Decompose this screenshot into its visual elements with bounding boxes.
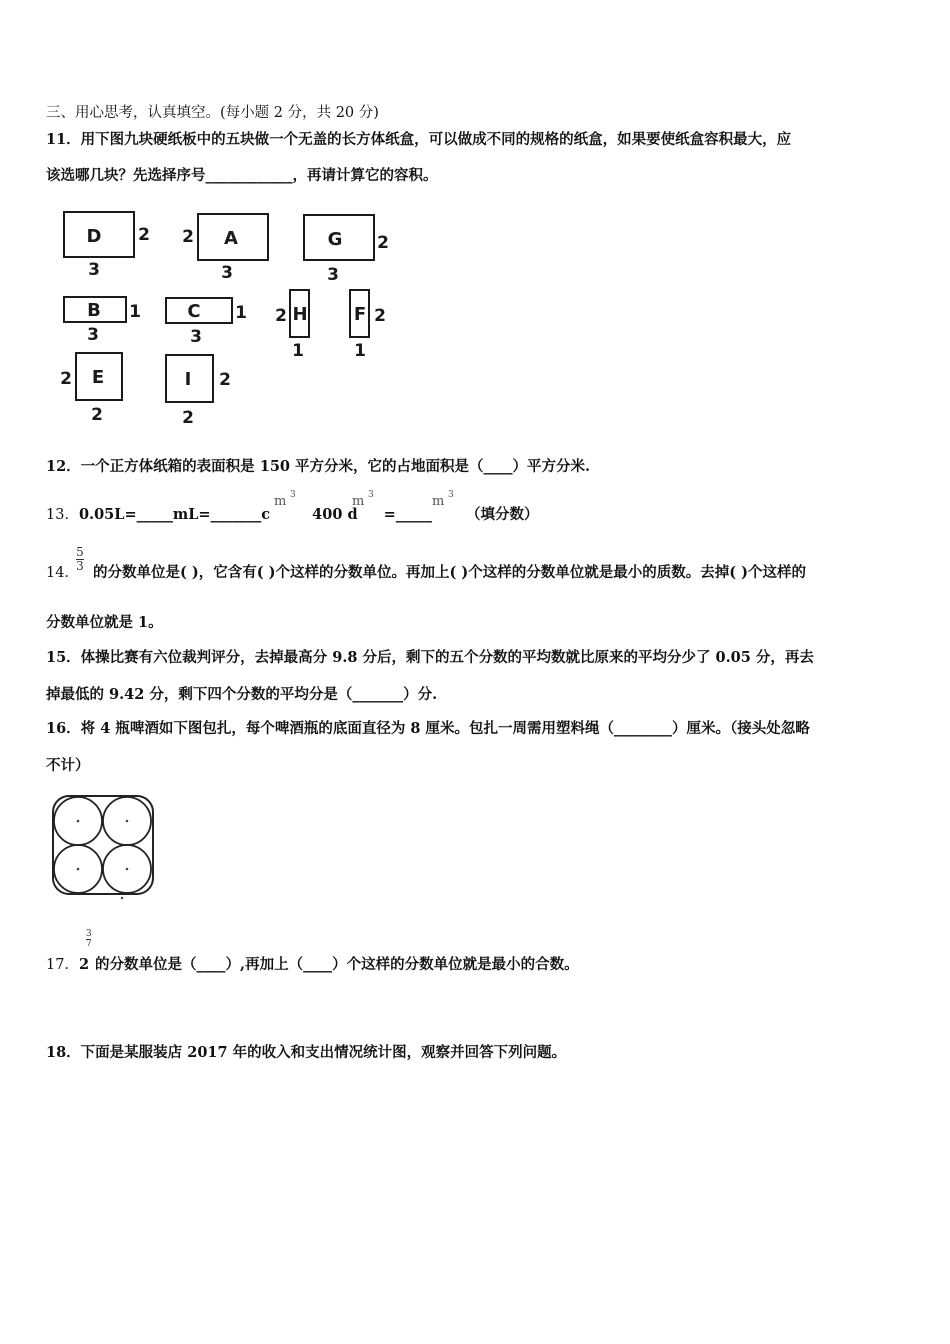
q13-exp-1: 3	[290, 490, 296, 500]
board-f-height: 2	[374, 306, 386, 326]
q13-line	[46, 505, 539, 525]
q11-line2	[46, 166, 438, 186]
board-b-letter: B	[87, 300, 101, 321]
q16-line1: 16．将 4 瓶啤酒如下图包扎，每个啤酒瓶的底面直径为 8 厘米。包扎一周需用塑料绳（________）厘米。（接头处忽略	[46, 720, 810, 737]
board-d-width: 3	[88, 260, 100, 280]
q15-line2: 掉最低的 9.42 分，剩下四个分数的平均分是（_______）分.	[46, 686, 438, 703]
board-d-height: 2	[138, 225, 150, 245]
board-h-letter: H	[292, 304, 308, 325]
board-i-height: 2	[219, 370, 231, 390]
board-h-height: 2	[275, 306, 287, 326]
board-a-width: 3	[221, 263, 233, 283]
q11-answer-blank[interactable]: ____________	[205, 167, 293, 184]
q14-text: 的分数单位是( )，它含有( )个这样的分数单位。再加上( )个这样的分数单位就是最小的质数。去掉( )个这样的	[92, 564, 807, 581]
q13-unit-m-2: m	[352, 494, 365, 509]
q13-exp-2: 3	[368, 490, 374, 500]
q14-frac-num: 5	[76, 545, 84, 559]
section-title: 三、用心思考，认真填空。(每小题 2 分，共 20 分)	[46, 105, 379, 121]
q13-part3: =_____	[383, 506, 433, 523]
board-e-height: 2	[60, 369, 72, 389]
cardboard-pieces-figure	[50, 200, 410, 435]
board-h-width: 1	[292, 341, 304, 361]
q17-line	[46, 955, 579, 975]
q16-line2: 不计）	[46, 757, 90, 774]
q17-frac-den: 7	[86, 939, 92, 949]
q14-number: 14．	[46, 565, 79, 581]
q14-line1	[46, 563, 806, 583]
board-g-height: 2	[377, 233, 389, 253]
board-g-letter: G	[327, 229, 343, 250]
q17-text: 的分数单位是（____）,再加上（____）个这样的分数单位就是最小的合数。	[95, 956, 579, 973]
board-i-width: 2	[182, 408, 194, 428]
board-e-width: 2	[91, 405, 103, 425]
board-c-height: 1	[235, 303, 247, 323]
q15-line1: 15．体操比赛有六位裁判评分，去掉最高分 9.8 分后，剩下的五个分数的平均数就比原来的平均分少了 0.05 分，再去	[46, 649, 814, 666]
q13-exp-3: 3	[448, 490, 454, 500]
board-b-width: 3	[87, 325, 99, 345]
q18-text: 18．下面是某服装店 2017 年的收入和支出情况统计图，观察并回答下列问题。	[46, 1044, 567, 1061]
board-f-width: 1	[354, 341, 366, 361]
q14-line2: 分数单位就是 1。	[46, 614, 163, 631]
board-a-letter: A	[224, 228, 238, 249]
board-b-height: 1	[129, 302, 141, 322]
q17-whole: 2	[78, 956, 90, 973]
board-f-letter: F	[353, 304, 367, 325]
q13-number: 13．	[46, 507, 79, 523]
bottles-bundle-figure	[48, 790, 160, 902]
board-e-letter: E	[91, 367, 105, 388]
q13-part2: 400 d	[312, 506, 358, 523]
q11-line2-post: ，再请计算它的容积。	[292, 167, 438, 184]
q14-frac-den: 3	[76, 559, 84, 573]
board-c-width: 3	[190, 327, 202, 347]
board-c-letter: C	[187, 301, 201, 322]
q11-line1: 11．用下图九块硬纸板中的五块做一个无盖的长方体纸盒，可以做成不同的规格的纸盒，如果要使纸盒容积最大，应	[46, 131, 792, 148]
q17-fraction	[86, 930, 92, 949]
q13-part4: （填分数）	[466, 506, 539, 523]
q17-number: 17．	[46, 957, 79, 973]
q11-line2-pre: 该选哪几块？先选择序号	[46, 167, 206, 184]
board-a-height: 2	[182, 227, 194, 247]
board-i-letter: I	[184, 369, 192, 390]
q13-unit-m-3: m	[432, 494, 445, 509]
q12-text: 12．一个正方体纸箱的表面积是 150 平方分米，它的占地面积是（____）平方分米.	[46, 458, 591, 475]
board-g-width: 3	[327, 265, 339, 285]
q17-frac-num: 3	[86, 929, 92, 939]
q13-part1: 0.05L=_____mL=_______c	[78, 506, 271, 523]
q13-unit-m-1: m	[274, 494, 287, 509]
board-d-letter: D	[86, 226, 102, 247]
